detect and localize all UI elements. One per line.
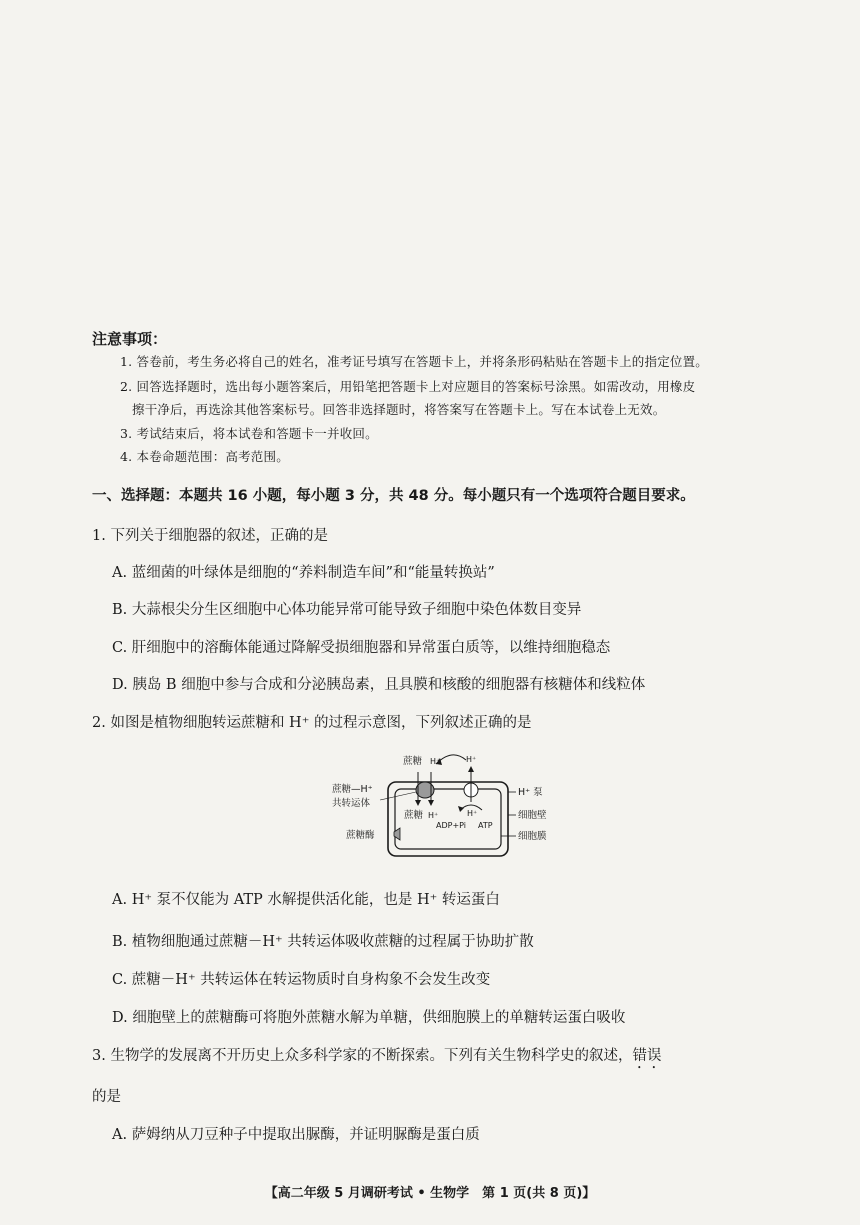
- notice-item-3: 3. 考试结束后，将本试卷和答题卡一并收回。: [120, 426, 378, 441]
- notice-item-2-cont: 擦干净后，再选涂其他答案标号。回答非选择题时，将答案写在答题卡上。写在本试卷上无效。: [132, 402, 666, 417]
- question-1-stem: 1. 下列关于细胞器的叙述，正确的是: [92, 528, 328, 544]
- h-out-arrowhead: [468, 766, 474, 772]
- notice-item-1: 1. 答卷前，考生务必将自己的姓名，准考证号填写在答题卡上，并将条形码粘贴在答题卡上的指定位置。: [120, 354, 709, 369]
- question-3-stem-text: 3. 生物学的发展离不开历史上众多科学家的不断探索。下列有关生物科学史的叙述，: [92, 1048, 633, 1064]
- question-1-option-c: C. 肝细胞中的溶酶体能通过降解受损细胞器和异常蛋白质等，以维持细胞稳态: [112, 640, 611, 656]
- notice-item-2: 2. 回答选择题时，选出每小题答案后，用铅笔把答题卡上对应题目的答案标号涂黑。如需改动，用橡皮: [120, 379, 696, 394]
- sucrose-transport-diagram: [330, 752, 560, 862]
- cotransporter-leader: [380, 792, 416, 800]
- question-2-option-d: D. 细胞壁上的蔗糖酶可将胞外蔗糖水解为单糖，供细胞膜上的单糖转运蛋白吸收: [112, 1010, 626, 1026]
- label-h-in-1: H⁺: [428, 811, 439, 820]
- label-sucrose-top: 蔗糖: [403, 756, 423, 767]
- label-cell-membrane: 细胞膜: [518, 831, 547, 842]
- question-2-option-b: B. 植物细胞通过蔗糖－H⁺ 共转运体吸收蔗糖的过程属于协助扩散: [112, 934, 534, 950]
- question-3-stem-cont: 的是: [92, 1089, 121, 1105]
- section-title: 一、选择题：本题共 16 小题，每小题 3 分，共 48 分。每小题只有一个选项符合题目要求。: [92, 488, 695, 504]
- notice-title: 注意事项：: [92, 330, 168, 348]
- sucrose-arrowhead: [415, 800, 421, 806]
- label-h-top: H⁺: [430, 757, 441, 766]
- question-1-option-a: A. 蓝细菌的叶绿体是细胞的“养料制造车间”和“能量转换站”: [112, 565, 495, 581]
- question-2-option-a: A. H⁺ 泵不仅能为 ATP 水解提供活化能，也是 H⁺ 转运蛋白: [112, 892, 500, 908]
- question-3-emphasis: 错误: [632, 1048, 662, 1064]
- page-footer: 【高二年级 5 月调研考试 • 生物学 第 1 页(共 8 页)】: [264, 1186, 596, 1201]
- label-sucrose-in: 蔗糖: [404, 810, 424, 821]
- notice-item-4: 4. 本卷命题范围：高考范围。: [120, 449, 289, 464]
- label-sucrase: 蔗糖酶: [346, 830, 375, 841]
- label-proton-pump: H⁺ 泵: [518, 787, 543, 798]
- label-atp: ATP: [478, 821, 493, 830]
- question-2-option-c: C. 蔗糖－H⁺ 共转运体在转运物质时自身构象不会发生改变: [112, 972, 491, 988]
- question-3-option-a: A. 萨姆纳从刀豆种子中提取出脲酶，并证明脲酶是蛋白质: [112, 1127, 480, 1143]
- label-h-out: H⁺: [466, 755, 477, 764]
- question-1-option-d: D. 胰岛 B 细胞中参与合成和分泌胰岛素，且具膜和核酸的细胞器有核糖体和线粒体: [112, 677, 646, 693]
- atp-hydrolysis-arrowhead: [458, 806, 464, 812]
- question-1-option-b: B. 大蒜根尖分生区细胞中心体功能异常可能导致子细胞中染色体数目变异: [112, 602, 582, 618]
- label-h-in-2: H⁺: [467, 809, 478, 818]
- question-2-stem: 2. 如图是植物细胞转运蔗糖和 H⁺ 的过程示意图，下列叙述正确的是: [92, 715, 532, 731]
- label-adp: ADP+Pi: [436, 821, 467, 830]
- label-cotransporter-line-1: 蔗糖—H⁺: [332, 784, 373, 795]
- question-3-stem: [92, 1044, 661, 1072]
- h-in-arrowhead: [428, 800, 434, 806]
- label-cotransporter-line-2: 共转运体: [332, 798, 371, 809]
- label-cell-wall: 细胞壁: [518, 810, 547, 821]
